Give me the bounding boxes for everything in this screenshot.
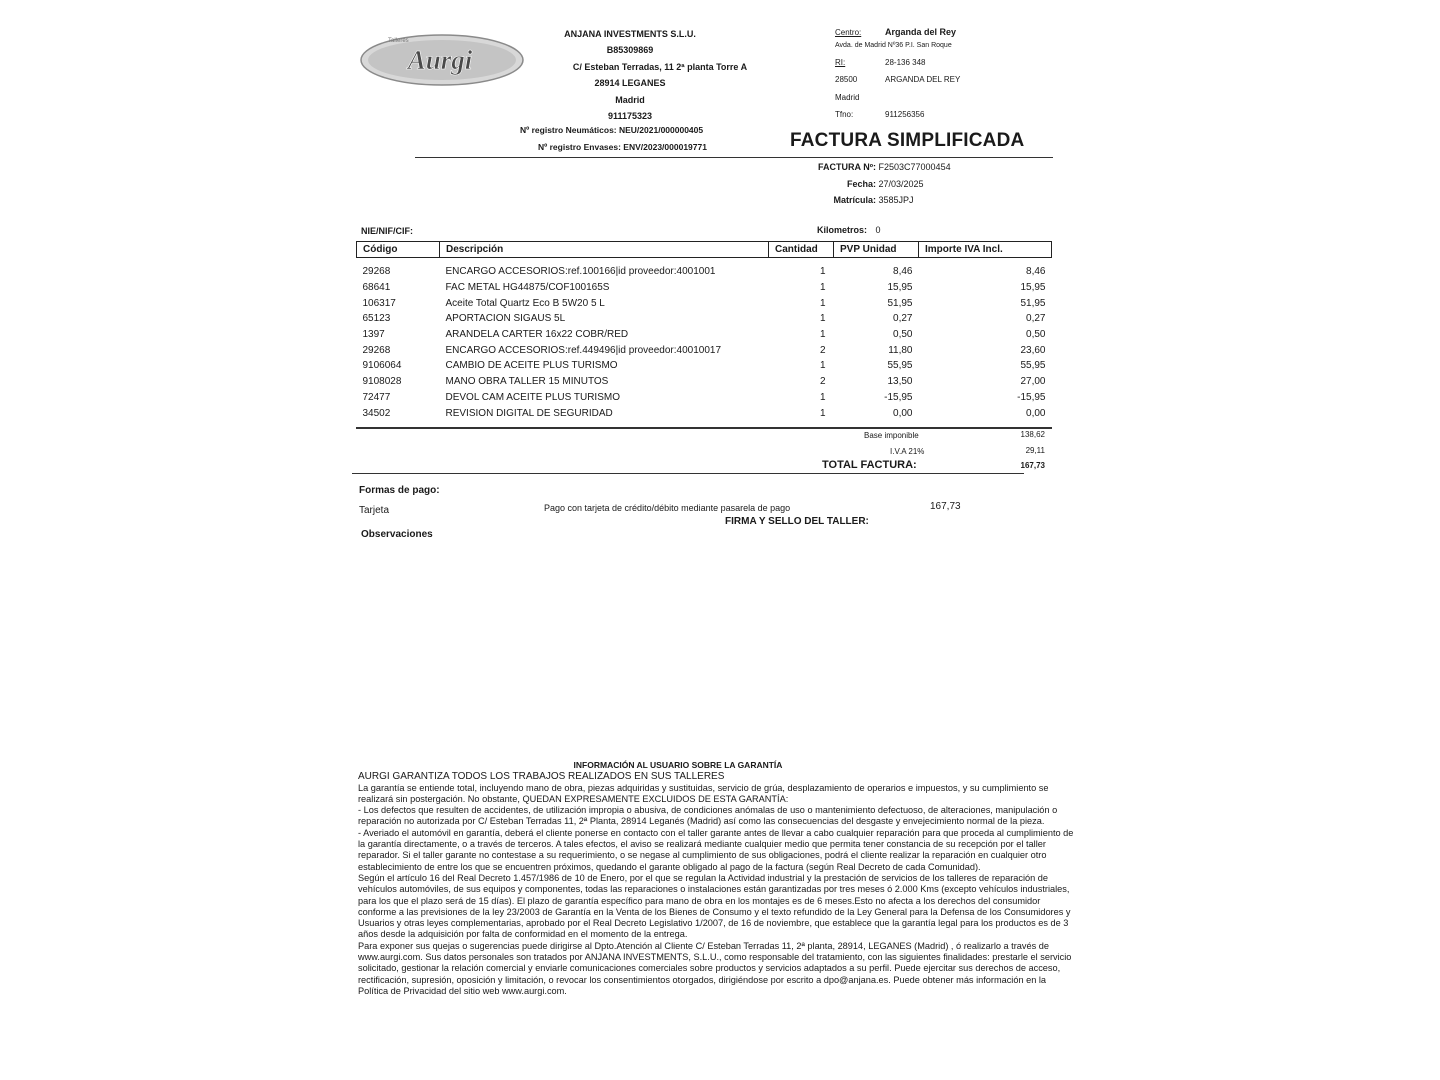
cell-importe: 27,00 [1020,376,1046,388]
company-block [520,26,800,124]
cell-importe: 15,95 [1020,282,1046,294]
cell-descripcion: REVISION DIGITAL DE SEGURIDAD [445,407,613,419]
logo-subtext: Talleres [388,38,409,44]
base-label: Base imponible [864,431,919,440]
center-rii [835,58,925,67]
col-descripcion: Descripción [440,242,769,258]
table-row [357,295,1052,311]
items-table [356,241,1052,421]
payment-description: Pago con tarjeta de crédito/débito mediante pasarela de pago [544,503,791,513]
cell-importe: 23,60 [1020,344,1046,356]
center-province: Madrid [835,93,860,102]
center-city: ARGANDA DEL REY [885,75,961,84]
invoice-date-label: Fecha: [846,178,876,189]
cell-codigo: 9106064 [362,360,402,372]
rii-label: RI: [835,58,846,67]
cell-importe: 0,27 [1026,313,1046,325]
cell-descripcion: FAC METAL HG44875/COF100165S [445,282,610,294]
cell-cantidad: 1 [819,329,826,341]
km-label: Kilometros: [817,225,868,235]
col-codigo: Código [357,242,440,258]
warranty-paragraph: Según el artículo 16 del Real Decreto 1.457/1986 de 10 de Enero, por el que se regulan la Actividad industrial y la prestación de servicios de los talleres de reparación de vehículos automóviles, de sus equipos y componentes, todas las reparaciones o instalaciones están garantizadas por tres meses ó 2.000 Kms (excepto vehículos industriales, para los que el plazo será de 15 días). El plazo de garantía específico para mano de obra en los montajes es de 6 meses.Esto no afecta a los derechos del consumidor conforme a las previsiones de la ley 23/2003 de Garantía en la Venta de los Bienes de Consumo y el texto refundido de la Ley General para la Defensa de los Consumidores y Usuarios y otras leyes complementarias, aprobado por el Real Decreto Legislativo 1/2007, de 16 de noviembre, que establece que la garantía legal para los productos es de 3 años desde la adquisición por falta de conformidad en el momento de la entrega. [358,872,1071,940]
table-row [357,390,1052,406]
cell-codigo: 1397 [362,329,385,341]
cell-descripcion: DEVOL CAM ACEITE PLUS TURISMO [445,391,620,403]
observations-label: Observaciones [361,529,433,540]
cell-pvp-unidad: 0,00 [893,407,913,419]
invoice-title: FACTURA SIMPLIFICADA [790,130,1025,151]
cell-cantidad: 1 [819,266,826,278]
cell-pvp-unidad: 0,27 [893,313,913,325]
table-row [357,374,1052,390]
cell-importe: 8,46 [1026,266,1046,278]
col-pvp-unidad: PVP Unidad [834,242,919,258]
cell-descripcion: CAMBIO DE ACEITE PLUS TURISMO [445,360,618,372]
cell-pvp-unidad: 51,95 [887,297,913,309]
table-row [357,327,1052,343]
reg-neumaticos: Nº registro Neumáticos: NEU/2021/000000405 [520,125,704,135]
cell-importe: 0,50 [1026,329,1046,341]
warranty-paragraph: La garantía se entiende total, incluyendo mano de obra, piezas adquiridas y sustituidas, servicio de grúa, desplazamiento de operarios e impuestos, y su cumplimiento se realizará sin postergación. No obstante, QUEDAN EXPRESAMENTE EXCLUIDOS DE ESTA GARANTÍA: [358,782,1049,804]
center-label: Centro: [835,28,862,37]
cell-pvp-unidad: 15,95 [887,282,913,294]
payment-amount: 167,73 [930,501,961,512]
center-phone [835,110,924,119]
cell-codigo: 34502 [362,407,391,419]
company-postal-city: 28914 LEGANES [594,78,666,89]
table-row [357,258,1052,280]
cell-codigo: 29268 [362,266,391,278]
iva-label: I.V.A 21% [890,447,925,456]
cell-pvp-unidad: 11,80 [888,344,913,356]
center-address: Avda. de Madrid Nº36 P.I. San Roque [835,42,952,49]
cell-pvp-unidad: 13,50 [887,376,913,388]
warranty-paragraph: - Los defectos que resulten de accidentes, de utilización impropia o abusiva, de condiciones anómalas de uso o mantenimiento defectuoso, de alteraciones, manipulación o reparación no autorizada por C/ Esteban Terradas 11, 2ª Planta, 28914 Leganés (Madrid) así como las consecuencias del desgaste y envejecimiento normal de la pieza. [358,805,1058,827]
col-cantidad: Cantidad [769,242,834,258]
cell-cantidad: 1 [819,297,826,309]
warranty-heading: AURGI GARANTIZA TODOS LOS TRABAJOS REALIZADOS EN SUS TALLERES [358,771,725,783]
cell-codigo: 29268 [362,344,391,356]
nie-label: NIE/NIF/CIF: [361,226,413,236]
center-block [835,24,956,41]
center-phone-value: 911256356 [885,110,925,119]
cell-cantidad: 1 [819,282,826,294]
payment-label: Formas de pago: [359,485,440,496]
total-value: 167,73 [1020,461,1045,470]
cell-codigo: 9108028 [362,376,402,388]
km-row [817,225,881,235]
iva-value: 29,11 [1025,446,1045,455]
cell-descripcion: Aceite Total Quartz Eco B 5W20 5 L [445,297,605,309]
invoice-plate: 3585JPJ [878,195,914,205]
table-bottom-divider [356,427,1052,429]
cell-codigo: 65123 [362,313,391,325]
warranty-title: INFORMACIÓN AL USUARIO SOBRE LA GARANTÍA [573,760,783,770]
cell-codigo: 106317 [362,297,396,309]
cell-pvp-unidad: 0,50 [893,329,913,341]
table-row [357,358,1052,374]
invoice-plate-label: Matrícula: [833,195,876,205]
signature-label: FIRMA Y SELLO DEL TALLER: [725,516,869,527]
company-province: Madrid [615,94,645,105]
cell-cantidad: 1 [819,360,826,372]
cell-pvp-unidad: 8,46 [893,266,913,278]
invoice-number-label: FACTURA Nº: [818,162,876,172]
cell-descripcion: ENCARGO ACCESORIOS:ref.100166|id proveedor:4001001 [445,266,716,278]
cell-cantidad: 1 [819,313,826,325]
logo-text: Aurgi [407,45,473,75]
cell-importe: 51,95 [1020,297,1046,309]
base-value: 138,62 [1020,430,1045,439]
phone-label: Tfno: [835,110,854,119]
warranty-paragraph: - Averiado el automóvil en garantía, deberá el cliente ponerse en contacto con el taller garante antes de llevar a cabo cualquier reparación para que proceda al cumplimiento de la garantía directamente, o a través de terceros. A tales efectos, el aviso se realizará mediante cualquier medio que permita tener constancia de su recepción por el taller reparador. Si el taller garante no contestase a su requerimiento, o se negase al cumplimiento de sus obligaciones, podrá el cliente realizar la reparación en cualquier otro establecimiento de entre los que se encuentren próximos, quedando el garante obligado al pago de la factura (según Real Decreto de cada Comunidad). [358,827,1074,872]
table-body [357,258,1052,421]
company-address: C/ Esteban Terradas, 11 2ª planta Torre A [572,61,748,72]
reg-envases: Nº registro Envases: ENV/2023/000019771 [538,142,707,152]
company-name: ANJANA INVESTMENTS S.L.U. [564,29,696,39]
cell-descripcion: MANO OBRA TALLER 15 MINUTOS [445,376,609,388]
invoice-date: 27/03/2025 [878,178,924,189]
cell-cantidad: 1 [819,391,826,403]
cell-codigo: 68641 [362,282,391,294]
total-label: TOTAL FACTURA: [822,459,917,471]
cell-cantidad: 2 [819,376,826,388]
table-row [357,405,1052,421]
cell-cantidad: 2 [819,344,826,356]
cell-codigo: 72477 [362,391,391,403]
invoice-number: F2503C77000454 [878,162,951,172]
center-name: Arganda del Rey [885,27,957,37]
rii-value: 28-136 348 [885,58,926,67]
warranty-paragraph: Para exponer sus quejas o sugerencias puede dirigirse al Dpto.Atención al Cliente C/ Esteban Terradas 11, 2ª planta, 28914, LEGANES (Madrid) , ó realizarlo a través de www.aurgi.com. Sus datos personales son tratados por ANJANA INVESTMENTS, S.L.U., como responsable del tratamiento, con las siguientes finalidades: prestarle el servicio solicitado, gestionar la relación comercial y enviarle comunicaciones comerciales sobre productos y servicios adaptados a su perfil. Puede ejercitar sus derechos de acceso, rectificación, supresión, oposición y limitación, o revocar los consentimientos otorgados, dirigiéndose por escrito a dpo@anjana.es. Puede obtener más información en la Política de Privacidad del sitio web www.aurgi.com. [358,940,1072,996]
col-importe: Importe IVA Incl. [919,242,1052,258]
title-divider [415,157,1053,158]
table-row [357,311,1052,327]
cell-descripcion: ENCARGO ACCESORIOS:ref.449496|id proveedor:40010017 [445,344,722,356]
cell-importe: 0,00 [1026,407,1046,419]
km-value: 0 [875,225,881,235]
table-row [357,280,1052,296]
cell-importe: -15,95 [1017,391,1046,403]
company-phone: 911175323 [607,111,653,122]
cell-pvp-unidad: 55,95 [887,360,913,372]
center-cp: 28500 [835,75,858,84]
totals-divider [352,473,1024,474]
cell-cantidad: 1 [819,407,826,419]
table-row [357,342,1052,358]
center-cp-city [835,75,960,84]
cell-descripcion: APORTACION SIGAUS 5L [445,313,566,325]
cell-descripcion: ARANDELA CARTER 16x22 COBR/RED [445,329,629,341]
warranty-section [358,760,1078,997]
cell-pvp-unidad: -15,95 [884,391,913,403]
payment-method: Tarjeta [359,505,390,516]
company-cif: B85309869 [606,45,654,56]
invoice-meta [770,159,1010,209]
table-header-row [357,242,1052,258]
cell-importe: 55,95 [1020,360,1046,372]
